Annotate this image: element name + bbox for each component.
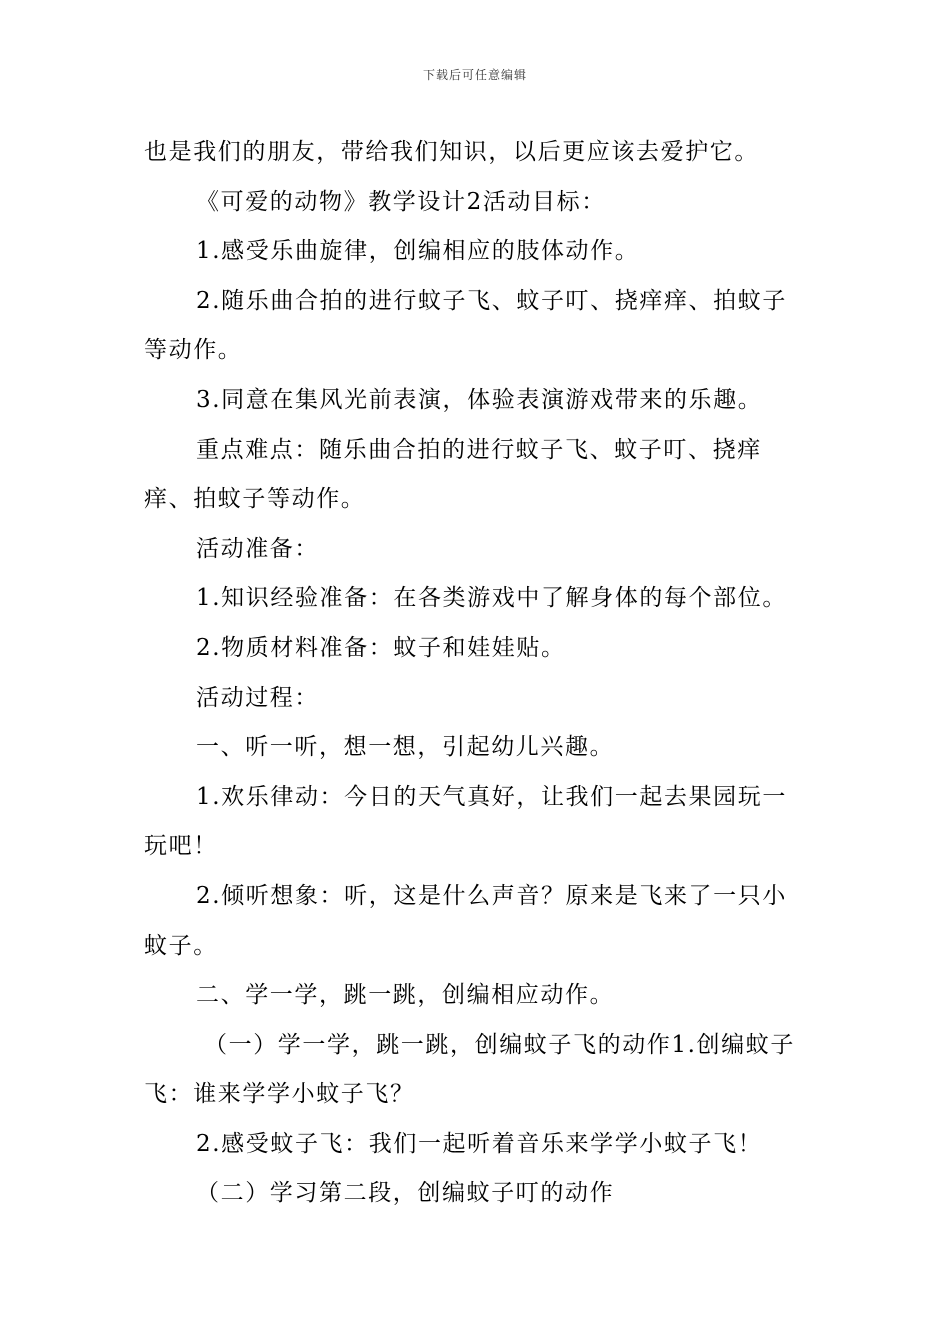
paragraph-process-heading: 活动过程：: [196, 684, 319, 711]
paragraph-preparation-heading: 活动准备：: [196, 535, 319, 562]
paragraph-step-2-a: （一）学一学，跳一跳，创编蚊子飞的动作1.创编蚊子飞：谁来学学小蚊子飞？: [144, 1031, 795, 1108]
paragraph-goal-3: 3.同意在集风光前表演，体验表演游戏带来的乐趣。: [196, 386, 763, 413]
paragraph-step-1: 一、听一听，想一想，引起幼儿兴趣。: [196, 734, 615, 761]
paragraph-step-2-b: （二）学习第二段，创编蚊子叮的动作: [196, 1180, 615, 1207]
paragraph-preparation-2: 2.物质材料准备：蚊子和娃娃贴。: [196, 634, 566, 661]
paragraph-goal-1: 1.感受乐曲旋律，创编相应的肢体动作。: [196, 238, 640, 265]
paragraph-step-2: 二、学一学，跳一跳，创编相应动作。: [196, 982, 615, 1009]
paragraph-step-1-1: 1.欢乐律动：今日的天气真好，让我们一起去果园玩一玩吧！: [144, 783, 787, 860]
page-header: 下载后可任意编辑: [422, 68, 527, 82]
paragraph-section-title: 《可爱的动物》教学设计2活动目标：: [196, 188, 606, 215]
paragraph-step-2-a-2: 2.感受蚊子飞：我们一起听着音乐来学学小蚊子飞！: [196, 1130, 763, 1157]
paragraph-goal-2: 2.随乐曲合拍的进行蚊子飞、蚊子叮、挠痒痒、拍蚊子等动作。: [144, 287, 787, 364]
document-body: [144, 128, 810, 1219]
paragraph-preparation-1: 1.知识经验准备：在各类游戏中了解身体的每个部位。: [196, 585, 787, 612]
paragraph-key-points: 重点难点：随乐曲合拍的进行蚊子飞、蚊子叮、挠痒痒、拍蚊子等动作。: [144, 436, 762, 513]
paragraph-step-1-2: 2.倾听想象：听，这是什么声音？原来是飞来了一只小蚊子。: [144, 882, 787, 959]
paragraph-continuation: 也是我们的朋友，带给我们知识，以后更应该去爱护它。: [144, 139, 759, 165]
